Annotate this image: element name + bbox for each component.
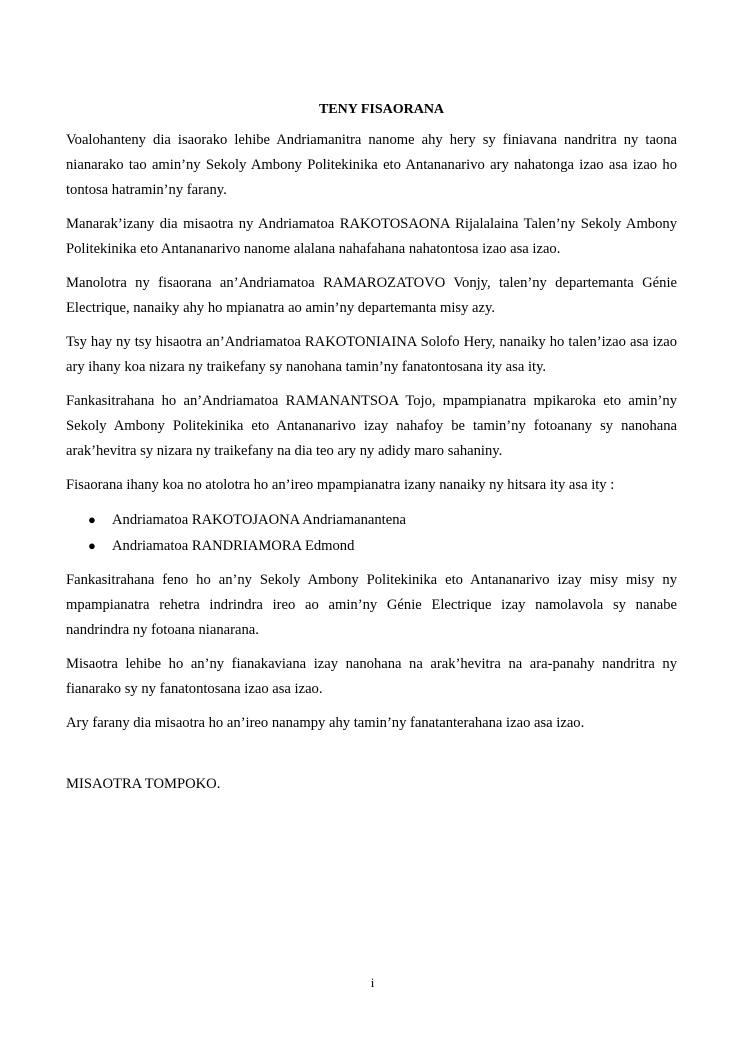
paragraph-jury-intro: Fisaorana ihany koa no atolotra ho an’ireo mpampianatra izany nanaiky ny hitsara ity asa ity : — [66, 477, 615, 493]
paragraph-department-head-thanks: Manolotra ny fisaorana an’Andriamatoa RAMAROZATOVO Vonjy, talen’ny departemanta Génie Electrique, nanaiky ahy ho mpianatra ao amin’ny departemanta misy azy. — [66, 275, 677, 316]
paragraph-final-thanks: Ary farany dia misaotra ho an’ireo nanampy ahy tamin’ny fanatanterahana izao asa izao. — [66, 715, 585, 731]
jury-list — [66, 507, 677, 559]
closing-line: MISAOTRA TOMPOKO. — [66, 776, 221, 792]
page-number: i — [370, 975, 375, 990]
page-title: TENY FISAORANA — [318, 102, 445, 117]
list-item — [66, 533, 677, 559]
paragraph-director-thanks: Manarak’izany dia misaotra ny Andriamatoa RAKOTOSAONA Rijalalaina Talen’ny Sekoly Ambony Politekinika eto Antananarivo nanome alalana nahafahana nahatontosa izao asa izao. — [66, 216, 677, 257]
bullet-icon: ● — [88, 512, 96, 527]
paragraph-school-thanks: Fankasitrahana feno ho an’ny Sekoly Ambony Politekinika eto Antananarivo izay misy misy ny mpampianatra rehetra indrindra ireo ao amin’ny Génie Electrique izay namolavola sy nanabe nandrindra ny fotoana nianarana. — [66, 572, 677, 638]
paragraph-family-thanks: Misaotra lehibe ho an’ny fianakaviana izay nanohana na arak’hevitra na ara-panahy nandritra ny fianarako sy ny fanatontosana izao asa izao. — [66, 656, 677, 697]
paragraph-supervisor-thanks: Tsy hay ny tsy hisaotra an’Andriamatoa RAKOTONIAINA Solofo Hery, nanaiky ho talen’izao asa izao ary ihany koa nizara ny traikefany sy nanohana tamin’ny fanatontosana ity asa ity. — [66, 334, 677, 375]
paragraph-god-thanks: Voalohanteny dia isaorako lehibe Andriamanitra nanome ahy hery sy finiavana nandritra ny taona nianarako tao amin’ny Sekoly Ambony Politekinika eto Antananarivo ary nahatonga izao asa izao ho tontosa hatramin’ny farany. — [66, 132, 677, 198]
list-item-label: Andriamatoa RANDRIAMORA Edmond — [112, 538, 355, 554]
paragraph-researcher-thanks: Fankasitrahana ho an’Andriamatoa RAMANANTSOA Tojo, mpampianatra mpikaroka eto amin’ny Sekoly Ambony Politekinika eto Antananarivo izay nahafoy be tamin’ny fotoanany sy nanohana arak’hevitra sy nizara ny traikefany na dia teo ary ny adidy maro sahaniny. — [66, 393, 677, 459]
bullet-icon: ● — [88, 538, 96, 553]
document-page — [66, 101, 677, 797]
list-item — [66, 507, 677, 533]
list-item-label: Andriamatoa RAKOTOJAONA Andriamanantena — [112, 512, 406, 528]
